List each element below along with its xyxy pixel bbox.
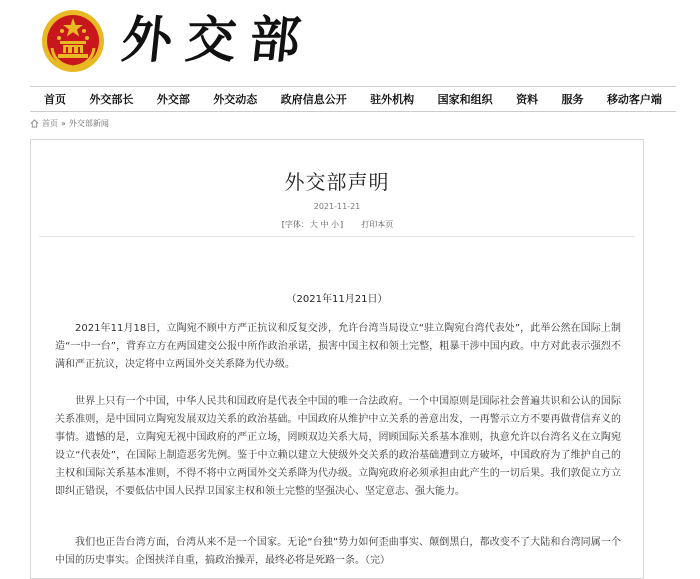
nav-services[interactable]: 服务 — [561, 93, 584, 106]
nav-foreign-minister[interactable]: 外交部长 — [89, 93, 134, 106]
header-divider — [39, 236, 635, 237]
print-page-link[interactable]: 打印本页 — [361, 220, 394, 229]
nav-ministry[interactable]: 外交部 — [156, 93, 190, 106]
article-paragraph-2: 世界上只有一个中国，中华人民共和国政府是代表全中国的唯一合法政府。一个中国原则是国际社会普遍共识和公认的国际关系准则，是中国同立陶宛发展双边关系的政治基础。中国政府从维护中立关系的善意出发，一再警示立方不要再做背信弃义的事情。遗憾的是，立陶宛无视中国政府的严正立场，罔顾双边关系大局，罔顾国际关系基本准则，执意允许以台湾名义在立陶宛设立“代表处”，在国际上制造恶劣先例。鉴于中立赖以建立大使级外交关系的政治基础遭到立方破坏，中国政府为了维护自己的主权和国际关系基本准则，不得不将中立两国外交关系降为代办级。立陶宛政府必须承担由此产生的一切后果。我们敦促立方立即纠正错误，不要低估中国人民捍卫国家主权和领土完整的坚强决心、坚定意志、强大能力。 — [55, 396, 621, 497]
font-size-close: ] — [340, 220, 344, 229]
article-paragraph-3: 我们也正告台湾方面，台湾从来不是一个国家。无论“台独”势力如何歪曲事实、颠倒黑白，都改变不了大陆和台湾同属一个中国的历史事实。企图挟洋自重，搞政治操弄，最终必将是死路一条。（完） — [55, 537, 621, 566]
nav-mobile-client[interactable]: 移动客户端 — [606, 93, 662, 106]
breadcrumb-separator: » — [61, 118, 66, 128]
home-icon — [30, 119, 39, 128]
nav-countries-organizations[interactable]: 国家和组织 — [437, 93, 493, 106]
site-header — [0, 0, 700, 84]
article-date: 2021-11-21 — [313, 202, 361, 211]
nav-overseas-missions[interactable]: 驻外机构 — [370, 93, 415, 106]
article-paragraph-1: 2021年11月18日，立陶宛不顾中方严正抗议和反复交涉，允许台湾当局设立“驻立陶宛台湾代表处”，此举公然在国际上制造“一中一台”，背弃立方在两国建交公报中所作政治承诺，损害中国主权和领土完整，粗暴干涉中国内政。中方对此表示强烈不满和严正抗议，决定将中立两国外交关系降为代办级。 — [55, 323, 621, 370]
breadcrumb-current-link[interactable]: 外交部新闻 — [68, 118, 109, 128]
ministry-logo-text[interactable]: 外交部 — [118, 10, 318, 69]
main-nav — [30, 86, 676, 112]
article-tools — [31, 219, 643, 230]
breadcrumb-home-link[interactable]: 首页 — [42, 118, 58, 128]
font-size-label: [字体： — [281, 220, 309, 229]
article-panel — [30, 139, 644, 579]
nav-government-info[interactable]: 政府信息公开 — [280, 93, 347, 106]
breadcrumb — [30, 116, 109, 130]
font-medium-button[interactable]: 中 — [320, 220, 329, 229]
nav-resources[interactable]: 资料 — [516, 93, 539, 106]
font-large-button[interactable]: 大 — [309, 220, 318, 229]
statement-dateline: （2021年11月21日） — [286, 294, 388, 305]
nav-home[interactable]: 首页 — [44, 93, 66, 106]
article-title: 外交部声明 — [284, 170, 390, 194]
national-emblem-icon[interactable] — [40, 8, 106, 74]
font-small-button[interactable]: 小 — [331, 220, 339, 229]
nav-diplomatic-news[interactable]: 外交动态 — [213, 93, 258, 106]
